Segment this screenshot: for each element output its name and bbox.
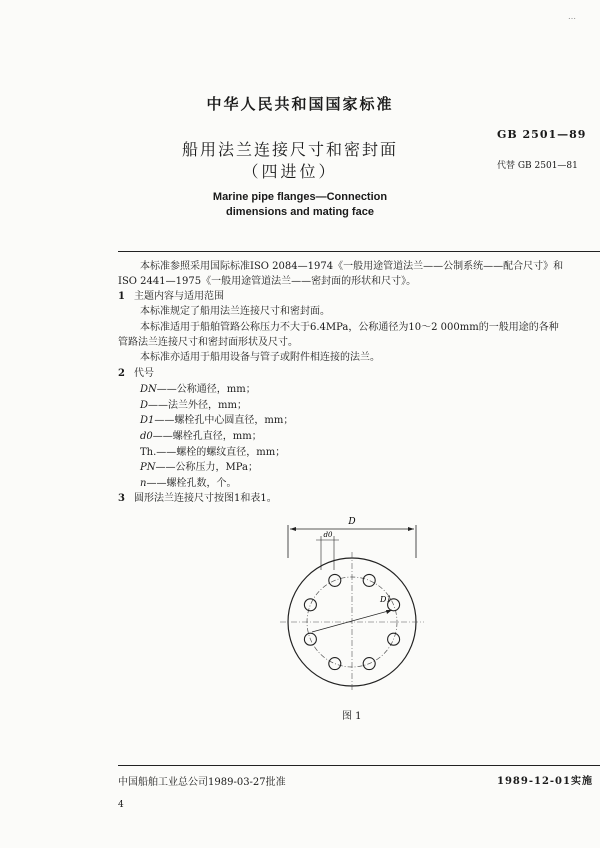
symbol-row	[140, 477, 236, 491]
effective-date: 1989-12-01实施	[497, 776, 593, 787]
header-rule	[118, 251, 600, 252]
symbol-row	[140, 446, 285, 460]
symbol-desc: ——法兰外径，mm；	[148, 400, 247, 411]
replaces-standard: 代替 GB 2501—81	[497, 161, 578, 171]
label-d1: D1	[380, 595, 392, 604]
arrow-icon	[408, 527, 414, 531]
bolt-hole	[329, 658, 341, 670]
symbol-name: n	[140, 478, 147, 489]
section2-number: 2	[118, 368, 125, 379]
symbol-name: d0	[140, 431, 153, 442]
section2-heading: 代号	[134, 368, 154, 379]
symbol-name: D	[140, 400, 149, 411]
figure-caption: 图 1	[342, 711, 362, 722]
label-d0: d0	[323, 531, 333, 539]
symbol-name: DN	[140, 384, 157, 395]
page-number: 4	[118, 800, 124, 810]
symbol-desc: ——螺栓孔中心圆直径，mm；	[154, 415, 294, 426]
symbol-row	[140, 383, 256, 397]
document-title-en-line2: dimensions and mating face	[226, 206, 374, 218]
dim-line-d1	[312, 610, 392, 632]
section1-p2-line2: 管路法兰连接尺寸和密封面形状及尺寸。	[118, 337, 298, 348]
document-title-cn: 船用法兰连接尺寸和密封面	[181, 140, 398, 159]
intro-line1: 本标准参照采用国际标准ISO 2084—1974《一般用途管道法兰——公制系统——配合尺寸》和	[140, 261, 564, 272]
section1-heading: 主题内容与适用范围	[134, 291, 224, 302]
section1-p2-line1: 本标准适用于船舶管路公称压力不大于6.4MPa，公称通径为10～2 000mm的一般用途的各种	[140, 322, 559, 333]
symbol-desc: ——螺栓孔数，个。	[146, 478, 237, 489]
standard-type: 中华人民共和国国家标准	[206, 95, 394, 113]
symbol-desc: ——公称压力，MPa；	[155, 462, 258, 473]
symbol-row	[140, 414, 293, 428]
approval-text: 中国船舶工业总公司1989-03-27批准	[118, 777, 286, 788]
section3-number: 3	[118, 493, 125, 504]
symbol-desc: ——螺栓孔直径，mm；	[152, 431, 262, 442]
symbol-row	[140, 430, 262, 444]
symbol-desc: ——公称通径，mm；	[156, 384, 256, 395]
symbol-name: Th.	[140, 447, 157, 458]
section1-number: 1	[118, 291, 125, 302]
symbol-row	[140, 461, 258, 475]
symbol-name: PN	[140, 462, 156, 473]
symbol-name: D1	[140, 415, 155, 426]
footer-rule	[118, 765, 600, 766]
label-d: D	[348, 517, 356, 527]
arrow-icon	[290, 527, 296, 531]
scan-mark: …	[568, 12, 576, 21]
section3-text: 圆形法兰连接尺寸按图1和表1。	[134, 493, 277, 504]
bolt-hole	[304, 599, 316, 611]
document-title-en-line1: Marine pipe flanges—Connection	[212, 191, 388, 203]
bolt-hole	[363, 574, 375, 586]
document-subtitle-cn: （四进位）	[242, 162, 338, 181]
section1-p3: 本标准亦适用于船用设备与管子或附件相连接的法兰。	[140, 352, 380, 363]
flange-figure	[250, 510, 440, 705]
symbol-row	[140, 399, 247, 413]
intro-line2: ISO 2441—1975《一般用途管道法兰——密封面的形状和尺寸》。	[118, 276, 417, 287]
gb-number: GB 2501—89	[497, 128, 587, 141]
section1-p1: 本标准规定了船用法兰连接尺寸和密封面。	[140, 306, 330, 317]
symbol-desc: ——螺栓的螺纹直径，mm；	[156, 447, 286, 458]
